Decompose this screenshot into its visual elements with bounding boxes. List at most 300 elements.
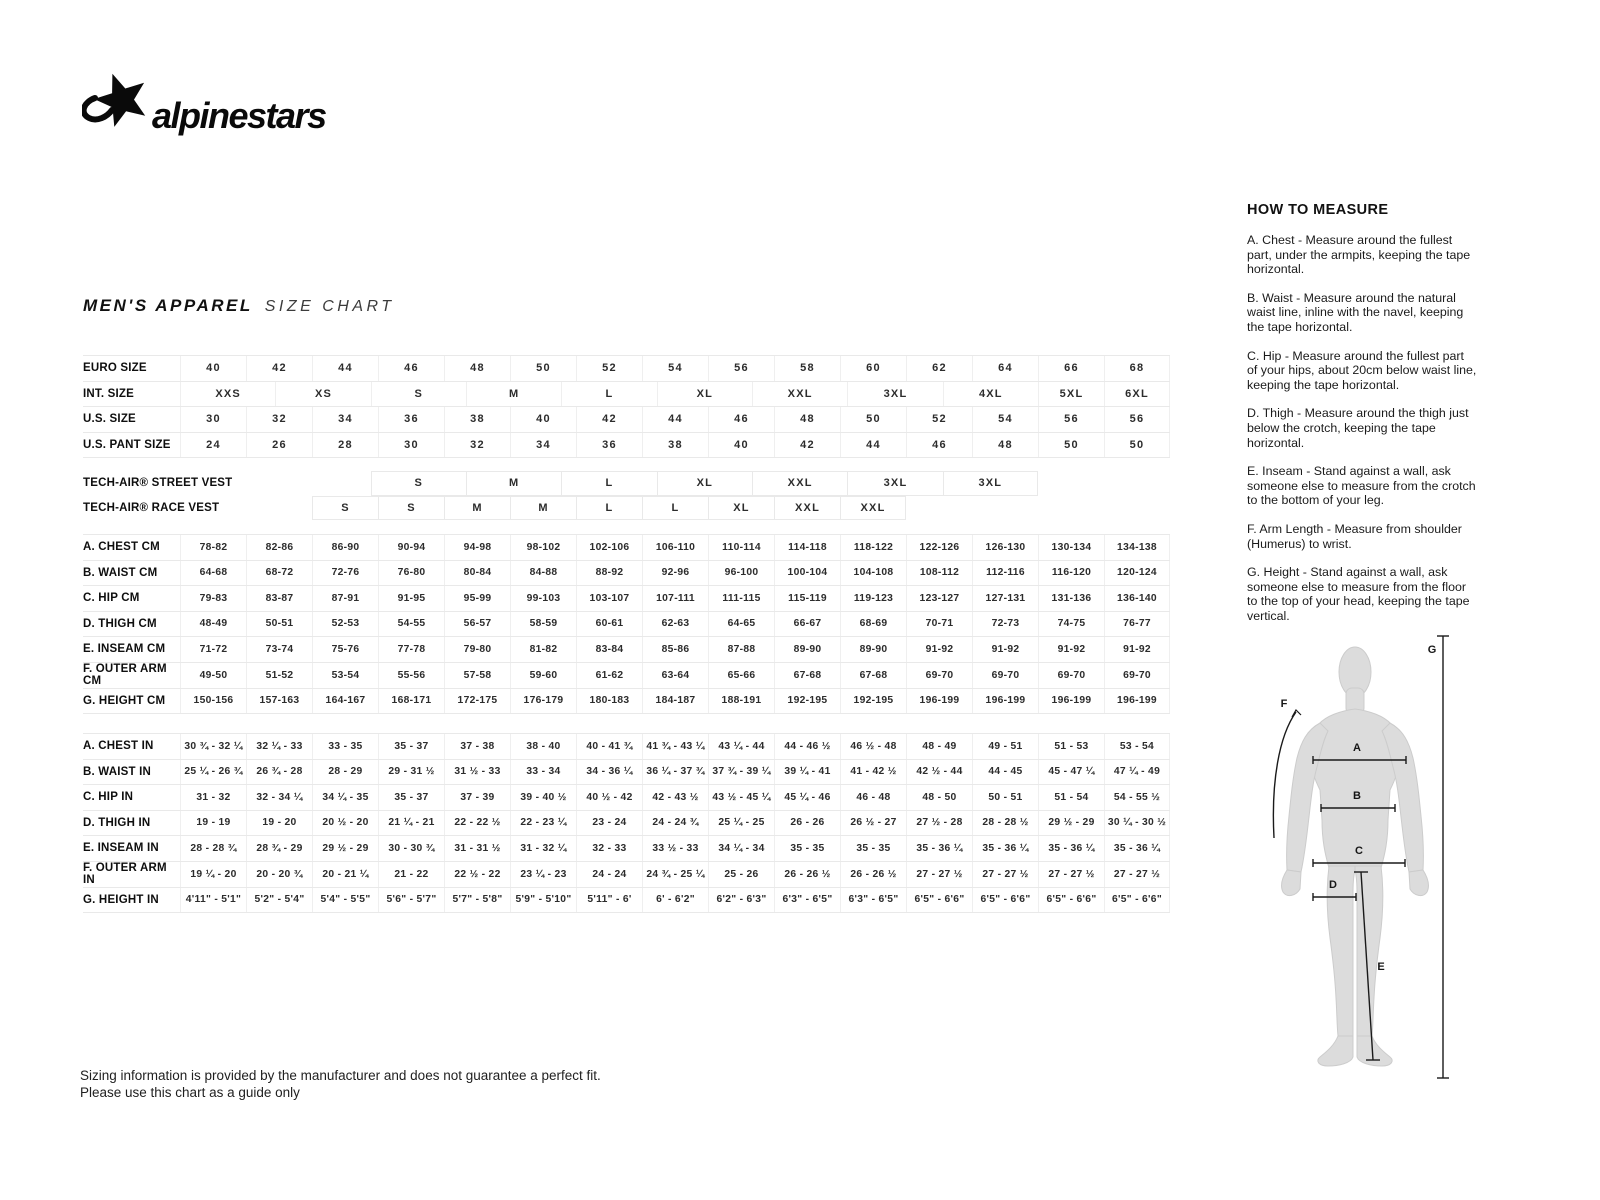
size-cell: 72-76 <box>312 561 378 586</box>
size-cell: 32 ¼ - 33 <box>246 734 312 759</box>
size-cell: 65-66 <box>708 663 774 688</box>
size-cell: 103-107 <box>576 586 642 611</box>
size-cell: 6'5" - 6'6" <box>1038 888 1104 913</box>
size-cell: 50 <box>1104 433 1170 458</box>
size-cell: 34 ¼ - 35 <box>312 785 378 810</box>
page-title-main: MEN'S APPAREL <box>83 296 253 315</box>
size-cell: 51 - 53 <box>1038 734 1104 759</box>
size-cell: 48 - 50 <box>906 785 972 810</box>
row-label: INT. SIZE <box>83 387 135 400</box>
size-cell: 91-95 <box>378 586 444 611</box>
size-cell: 42 <box>576 407 642 432</box>
table-row <box>83 471 1170 496</box>
measurements-in-rows <box>83 733 1170 913</box>
row-label: G. HEIGHT IN <box>83 893 159 906</box>
size-cell: 78-82 <box>180 535 246 560</box>
size-cell: 83-87 <box>246 586 312 611</box>
alpinestars-logo <box>82 66 382 144</box>
size-cell: 6' - 6'2" <box>642 888 708 913</box>
size-cell: 35 - 37 <box>378 734 444 759</box>
size-cell: 35 - 35 <box>774 836 840 861</box>
page-title <box>83 296 395 316</box>
size-cell: M <box>444 496 510 521</box>
size-cell: 81-82 <box>510 637 576 662</box>
size-cell: 91-92 <box>906 637 972 662</box>
size-cell: 24 - 24 <box>576 862 642 887</box>
row-label: B. WAIST IN <box>83 765 152 778</box>
size-cell: 69-70 <box>972 663 1038 688</box>
size-cell: 77-78 <box>378 637 444 662</box>
size-cell: 73-74 <box>246 637 312 662</box>
size-cell: 28 <box>312 433 378 458</box>
size-cell: 64-65 <box>708 612 774 637</box>
row-label: E. INSEAM CM <box>83 643 166 655</box>
measure-instruction: B. Waist - Measure around the natural waist line, inline with the navel, keeping the tape horizontal. <box>1247 290 1464 334</box>
size-cell: 87-91 <box>312 586 378 611</box>
size-cell: 48 <box>444 356 510 381</box>
size-cell: 5'6" - 5'7" <box>378 888 444 913</box>
size-conversion-rows <box>83 355 1170 458</box>
table-row <box>83 689 1170 715</box>
size-cell: XXL <box>752 471 847 496</box>
size-cell: 114-118 <box>774 535 840 560</box>
size-cell: 4'11" - 5'1" <box>180 888 246 913</box>
size-cell: 30 ¼ - 30 ½ <box>1104 811 1170 836</box>
size-cell: 36 <box>576 433 642 458</box>
size-cell: 4XL <box>943 382 1038 407</box>
size-cell: 25 ¼ - 26 ¾ <box>180 760 246 785</box>
table-row <box>83 612 1170 638</box>
size-cell: 68 <box>1104 356 1170 381</box>
size-cell: 6'3" - 6'5" <box>840 888 906 913</box>
size-cell: 32 <box>246 407 312 432</box>
size-cell: 176-179 <box>510 689 576 714</box>
size-cell: 6'5" - 6'6" <box>972 888 1038 913</box>
size-cell: XXL <box>752 382 847 407</box>
size-cell: 27 ½ - 28 <box>906 811 972 836</box>
size-cell: 23 - 24 <box>576 811 642 836</box>
size-cell: 52 <box>906 407 972 432</box>
size-cell: 37 ¾ - 39 ¼ <box>708 760 774 785</box>
size-cell: 46 - 48 <box>840 785 906 810</box>
size-cell: 5'9" - 5'10" <box>510 888 576 913</box>
size-cell: M <box>510 496 576 521</box>
label-waist: B <box>1353 790 1361 802</box>
size-cell: 66 <box>1038 356 1104 381</box>
size-cell: 192-195 <box>774 689 840 714</box>
row-label: D. THIGH IN <box>83 816 151 829</box>
size-cell: 46 <box>906 433 972 458</box>
size-cell: 37 - 39 <box>444 785 510 810</box>
size-cell: 110-114 <box>708 535 774 560</box>
size-cell: 50-51 <box>246 612 312 637</box>
disclaimer-line-2: Please use this chart as a guide only <box>80 1084 300 1100</box>
measurements-cm-rows <box>83 534 1170 714</box>
size-cell: 32 - 33 <box>576 836 642 861</box>
size-cell: XL <box>708 496 774 521</box>
size-cell <box>1038 496 1104 521</box>
size-cell: 111-115 <box>708 586 774 611</box>
label-arm: F <box>1280 698 1288 710</box>
size-cell: 46 ½ - 48 <box>840 734 906 759</box>
disclaimer <box>80 1068 601 1101</box>
size-cell: 184-187 <box>642 689 708 714</box>
size-cell: 19 - 20 <box>246 811 312 836</box>
size-cell: M <box>466 471 561 496</box>
size-cell: 164-167 <box>312 689 378 714</box>
size-cell: 3XL <box>847 471 942 496</box>
how-to-measure-panel <box>1247 202 1477 637</box>
table-row <box>83 734 1170 760</box>
size-cell: 96-100 <box>708 561 774 586</box>
size-cell: 102-106 <box>576 535 642 560</box>
row-label: B. WAIST CM <box>83 566 158 579</box>
size-cell: 54 - 55 ½ <box>1104 785 1170 810</box>
size-cell: 42 - 43 ½ <box>642 785 708 810</box>
size-cell: 48 - 49 <box>906 734 972 759</box>
size-cell: 83-84 <box>576 637 642 662</box>
page-title-sub: SIZE CHART <box>264 298 395 315</box>
size-cell: 89-90 <box>840 637 906 662</box>
size-cell: 21 - 22 <box>378 862 444 887</box>
size-cell: 48 <box>774 407 840 432</box>
size-cell: 45 - 47 ¼ <box>1038 760 1104 785</box>
size-cell: 42 <box>774 433 840 458</box>
size-cell: 22 ½ - 22 <box>444 862 510 887</box>
size-cell: XXL <box>774 496 840 521</box>
size-cell: 76-77 <box>1104 612 1170 637</box>
size-cell: 28 - 28 ¾ <box>180 836 246 861</box>
size-cell: 40 <box>708 433 774 458</box>
size-cell: 36 <box>378 407 444 432</box>
size-cell: L <box>576 496 642 521</box>
size-cell: 44 <box>642 407 708 432</box>
measure-instruction: D. Thigh - Measure around the thigh just below the crotch, keeping the tape horizontal. <box>1247 406 1469 450</box>
size-cell: 70-71 <box>906 612 972 637</box>
size-cell: 136-140 <box>1104 586 1170 611</box>
size-cell: 196-199 <box>906 689 972 714</box>
size-cell: 5'11" - 6' <box>576 888 642 913</box>
label-chest: A <box>1353 742 1361 754</box>
size-cell: 35 - 36 ¼ <box>906 836 972 861</box>
size-cell: 27 - 27 ½ <box>1038 862 1104 887</box>
size-cell: 26 - 26 <box>774 811 840 836</box>
size-cell: 60 <box>840 356 906 381</box>
size-cell: 104-108 <box>840 561 906 586</box>
size-cell: 86-90 <box>312 535 378 560</box>
size-cell: 196-199 <box>972 689 1038 714</box>
size-cell: 87-88 <box>708 637 774 662</box>
size-cell: 6'3" - 6'5" <box>774 888 840 913</box>
size-cell: 36 ¼ - 37 ¾ <box>642 760 708 785</box>
label-height: G <box>1427 644 1437 656</box>
size-cell: 127-131 <box>972 586 1038 611</box>
size-cell: 5'7" - 5'8" <box>444 888 510 913</box>
size-cell: 112-116 <box>972 561 1038 586</box>
size-cell: 5'2" - 5'4" <box>246 888 312 913</box>
size-cell: 3XL <box>943 471 1038 496</box>
size-cell: 40 <box>180 356 246 381</box>
size-cell: 118-122 <box>840 535 906 560</box>
size-cell: 56 <box>1038 407 1104 432</box>
size-cell: 23 ¼ - 23 <box>510 862 576 887</box>
size-cell: 100-104 <box>774 561 840 586</box>
size-cell: 34 ¼ - 34 <box>708 836 774 861</box>
size-cell: 74-75 <box>1038 612 1104 637</box>
size-cell: 20 - 20 ¾ <box>246 862 312 887</box>
size-cell: 44 - 46 ½ <box>774 734 840 759</box>
size-cell: 150-156 <box>180 689 246 714</box>
size-cell: 25 ¼ - 25 <box>708 811 774 836</box>
size-cell: 69-70 <box>1038 663 1104 688</box>
size-cell: 49 - 51 <box>972 734 1038 759</box>
size-cell: 54 <box>972 407 1038 432</box>
size-cell: 31 - 31 ½ <box>444 836 510 861</box>
size-cell: L <box>561 471 656 496</box>
row-label: EURO SIZE <box>83 362 147 374</box>
size-cell: 34 <box>510 433 576 458</box>
size-cell: 20 ½ - 20 <box>312 811 378 836</box>
size-cell: 6'5" - 6'6" <box>1104 888 1170 913</box>
size-cell: 38 - 40 <box>510 734 576 759</box>
measure-instruction: A. Chest - Measure around the fullest part, under the armpits, keeping the tape horizontal. <box>1247 233 1471 277</box>
size-chart-table <box>83 355 1170 913</box>
size-cell: 131-136 <box>1038 586 1104 611</box>
table-row <box>83 561 1170 587</box>
table-row <box>83 356 1170 382</box>
size-cell: 80-84 <box>444 561 510 586</box>
size-cell: 44 - 45 <box>972 760 1038 785</box>
size-cell: 68-72 <box>246 561 312 586</box>
size-cell: 22 - 23 ¼ <box>510 811 576 836</box>
size-cell: 91-92 <box>1038 637 1104 662</box>
size-cell: 26 - 26 ½ <box>840 862 906 887</box>
row-label: C. HIP IN <box>83 791 134 803</box>
size-cell: 56 <box>708 356 774 381</box>
size-cell <box>906 496 972 521</box>
size-cell: 37 - 38 <box>444 734 510 759</box>
table-row <box>83 663 1170 689</box>
size-cell: 48 <box>972 433 1038 458</box>
size-cell: 48-49 <box>180 612 246 637</box>
size-cell: 90-94 <box>378 535 444 560</box>
size-cell: 30 <box>378 433 444 458</box>
size-cell: 61-62 <box>576 663 642 688</box>
table-row <box>83 811 1170 837</box>
size-cell: 66-67 <box>774 612 840 637</box>
size-cell: 62 <box>906 356 972 381</box>
size-cell: 53 - 54 <box>1104 734 1170 759</box>
size-cell: 6XL <box>1104 382 1170 407</box>
size-cell: 5'4" - 5'5" <box>312 888 378 913</box>
table-row <box>83 836 1170 862</box>
size-cell: 30 ¾ - 32 ¼ <box>180 734 246 759</box>
size-cell: 29 ½ - 29 <box>312 836 378 861</box>
size-cell: 40 - 41 ¾ <box>576 734 642 759</box>
size-cell: 89-90 <box>774 637 840 662</box>
size-cell: 44 <box>312 356 378 381</box>
size-cell: 35 - 36 ¼ <box>1104 836 1170 861</box>
table-row <box>83 407 1170 433</box>
size-cell: 45 ¼ - 46 <box>774 785 840 810</box>
size-cell: 43 ¼ - 44 <box>708 734 774 759</box>
size-cell: 44 <box>840 433 906 458</box>
alpinestars-star-icon <box>84 74 146 127</box>
size-cell: 26 <box>246 433 312 458</box>
size-cell: 119-123 <box>840 586 906 611</box>
size-cell: L <box>561 382 656 407</box>
size-cell: 46 <box>378 356 444 381</box>
size-cell: 116-120 <box>1038 561 1104 586</box>
size-cell: 82-86 <box>246 535 312 560</box>
size-cell: 84-88 <box>510 561 576 586</box>
size-cell: 42 ½ - 44 <box>906 760 972 785</box>
row-label: C. HIP CM <box>83 592 140 604</box>
size-cell: 32 - 34 ¼ <box>246 785 312 810</box>
size-cell: 40 <box>510 407 576 432</box>
size-cell: 95-99 <box>444 586 510 611</box>
size-cell: S <box>378 496 444 521</box>
size-cell: 40 ½ - 42 <box>576 785 642 810</box>
size-cell: XXL <box>840 496 906 521</box>
size-cell: 157-163 <box>246 689 312 714</box>
size-cell: 50 <box>1038 433 1104 458</box>
size-cell: 55-56 <box>378 663 444 688</box>
size-cell: 52-53 <box>312 612 378 637</box>
size-cell: 26 ¾ - 28 <box>246 760 312 785</box>
size-cell: 35 - 36 ¼ <box>972 836 1038 861</box>
size-cell: 98-102 <box>510 535 576 560</box>
table-row <box>83 535 1170 561</box>
size-cell: 76-80 <box>378 561 444 586</box>
size-cell: 67-68 <box>774 663 840 688</box>
size-cell: XXS <box>180 382 275 407</box>
size-cell: 24 - 24 ¾ <box>642 811 708 836</box>
size-cell: S <box>312 496 378 521</box>
size-cell: 21 ¼ - 21 <box>378 811 444 836</box>
size-cell: 26 - 26 ½ <box>774 862 840 887</box>
row-label: U.S. SIZE <box>83 413 136 425</box>
size-cell: 71-72 <box>180 637 246 662</box>
size-cell: 107-111 <box>642 586 708 611</box>
size-cell: 58 <box>774 356 840 381</box>
size-cell <box>1104 496 1170 521</box>
size-cell: 52 <box>576 356 642 381</box>
size-cell: 108-112 <box>906 561 972 586</box>
size-cell: 6'5" - 6'6" <box>906 888 972 913</box>
size-cell: 192-195 <box>840 689 906 714</box>
size-cell: 79-80 <box>444 637 510 662</box>
size-cell: 123-127 <box>906 586 972 611</box>
size-cell: 22 - 22 ½ <box>444 811 510 836</box>
size-cell: 31 - 32 ¼ <box>510 836 576 861</box>
row-label: F. OUTER ARM CM <box>83 662 167 687</box>
row-label: A. CHEST CM <box>83 541 160 553</box>
size-cell: 106-110 <box>642 535 708 560</box>
size-cell: 26 ½ - 27 <box>840 811 906 836</box>
size-cell: 92-96 <box>642 561 708 586</box>
size-cell: 68-69 <box>840 612 906 637</box>
tech-air-vest-rows <box>83 471 1170 520</box>
size-cell: 54-55 <box>378 612 444 637</box>
size-cell: 24 <box>180 433 246 458</box>
size-cell: 29 - 31 ½ <box>378 760 444 785</box>
size-cell: 29 ½ - 29 <box>1038 811 1104 836</box>
size-cell: 50 <box>840 407 906 432</box>
size-cell: 32 <box>444 433 510 458</box>
size-cell: 196-199 <box>1038 689 1104 714</box>
size-cell <box>1104 471 1170 496</box>
size-cell: 35 - 36 ¼ <box>1038 836 1104 861</box>
table-row <box>83 862 1170 888</box>
size-cell: 27 - 27 ½ <box>972 862 1038 887</box>
size-cell: 33 - 35 <box>312 734 378 759</box>
size-cell: S <box>371 471 466 496</box>
table-row <box>83 382 1170 408</box>
measure-instruction: F. Arm Length - Measure from shoulder (Humerus) to wrist. <box>1247 521 1462 551</box>
size-cell: 91-92 <box>1104 637 1170 662</box>
size-cell: 31 ½ - 33 <box>444 760 510 785</box>
size-cell: 196-199 <box>1104 689 1170 714</box>
size-cell: S <box>371 382 466 407</box>
size-cell: 168-171 <box>378 689 444 714</box>
table-row <box>83 496 1170 521</box>
row-label: U.S. PANT SIZE <box>83 438 171 451</box>
size-cell: 28 - 29 <box>312 760 378 785</box>
size-cell: 19 - 19 <box>180 811 246 836</box>
size-cell <box>275 471 370 496</box>
size-cell: 56 <box>1104 407 1170 432</box>
size-cell: XL <box>657 382 752 407</box>
disclaimer-line-1: Sizing information is provided by the manufacturer and does not guarantee a perfect fit. <box>80 1068 601 1083</box>
size-cell <box>972 496 1038 521</box>
size-cell: 62-63 <box>642 612 708 637</box>
size-cell: 64 <box>972 356 1038 381</box>
size-cell: XL <box>657 471 752 496</box>
alpinestars-wordmark: alpinestars <box>152 95 326 136</box>
size-cell: 134-138 <box>1104 535 1170 560</box>
size-cell: 47 ¼ - 49 <box>1104 760 1170 785</box>
row-label: TECH-AIR® STREET VEST <box>83 477 233 489</box>
measure-instructions <box>1247 233 1477 623</box>
size-cell: 30 <box>180 407 246 432</box>
size-cell: 39 - 40 ½ <box>510 785 576 810</box>
size-cell: 188-191 <box>708 689 774 714</box>
size-cell: 41 - 42 ½ <box>840 760 906 785</box>
size-cell: 172-175 <box>444 689 510 714</box>
size-cell: 120-124 <box>1104 561 1170 586</box>
size-cell: 91-92 <box>972 637 1038 662</box>
size-cell: L <box>642 496 708 521</box>
size-cell: 59-60 <box>510 663 576 688</box>
size-cell: 75-76 <box>312 637 378 662</box>
size-cell: 50 <box>510 356 576 381</box>
size-cell: 34 <box>312 407 378 432</box>
size-cell: 130-134 <box>1038 535 1104 560</box>
label-inseam: E <box>1377 961 1385 973</box>
label-thigh: D <box>1329 879 1337 891</box>
body-measurement-diagram <box>1243 620 1463 1098</box>
size-cell: 57-58 <box>444 663 510 688</box>
size-cell: 19 ¼ - 20 <box>180 862 246 887</box>
size-cell: 35 - 35 <box>840 836 906 861</box>
size-cell: 6'2" - 6'3" <box>708 888 774 913</box>
size-cell: 5XL <box>1038 382 1104 407</box>
size-cell: 99-103 <box>510 586 576 611</box>
size-cell: 42 <box>246 356 312 381</box>
size-cell: 126-130 <box>972 535 1038 560</box>
table-row <box>83 760 1170 786</box>
